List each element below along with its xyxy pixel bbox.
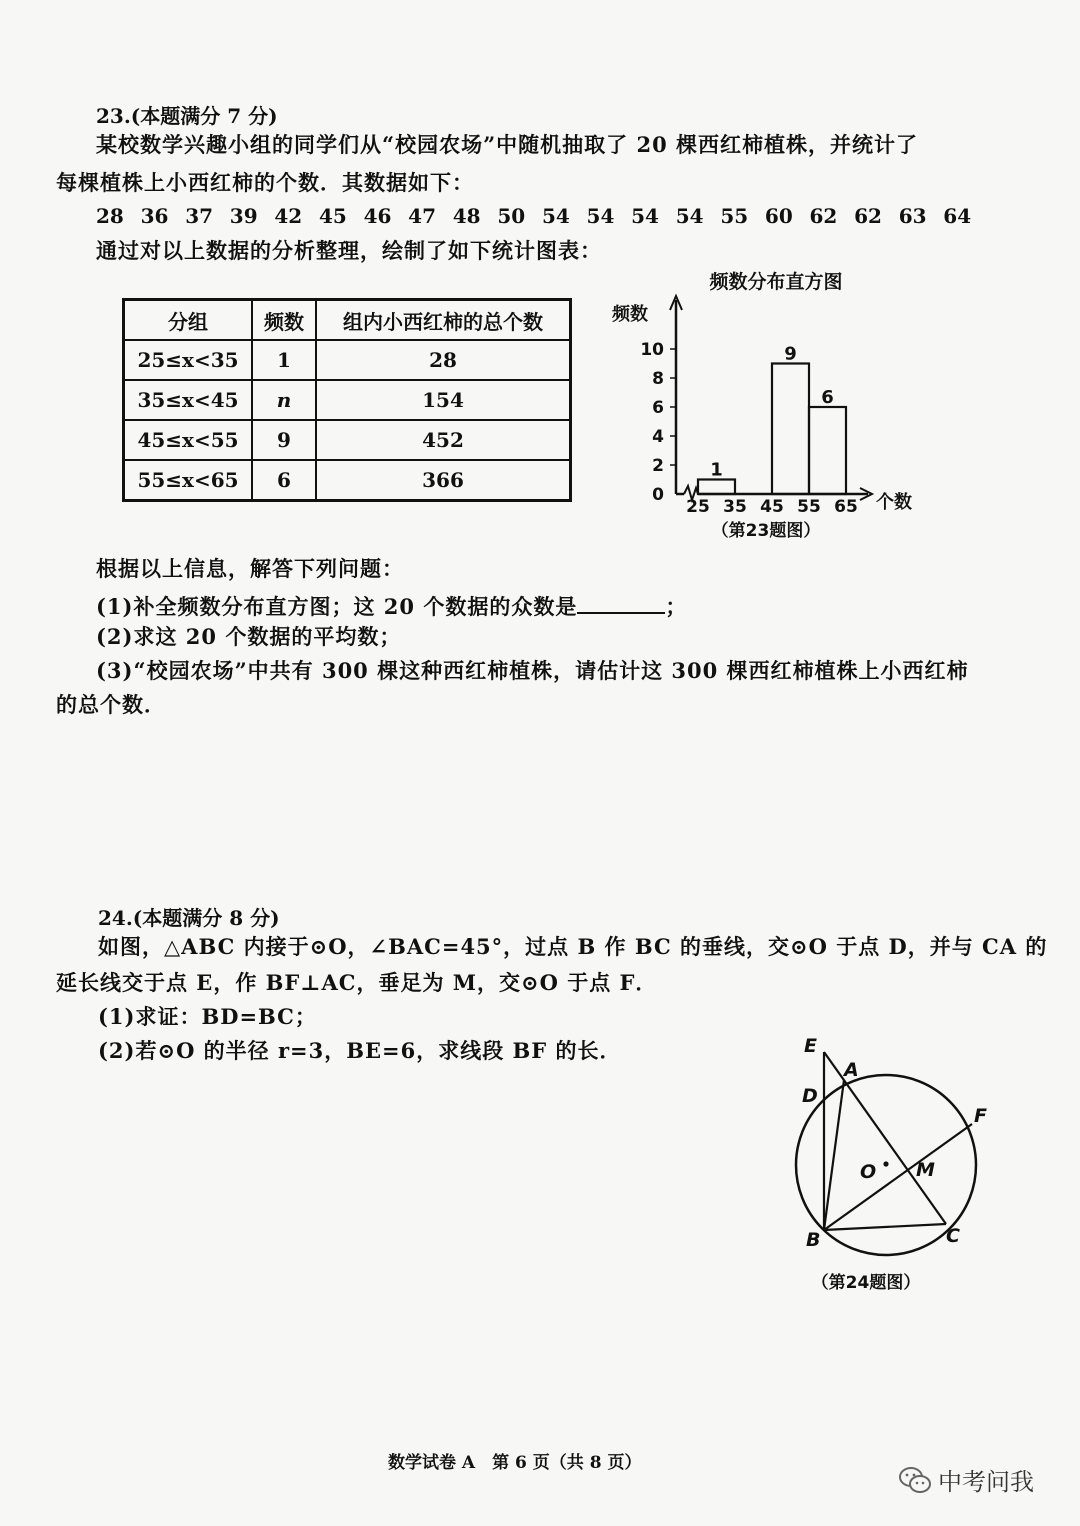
table-header: 组内小西红柿的总个数	[316, 300, 571, 341]
y-tick-label: 8	[652, 369, 664, 389]
histogram-bar	[698, 480, 735, 495]
table-row	[124, 380, 571, 420]
data-value: 62	[854, 204, 882, 228]
data-value: 62	[809, 204, 838, 228]
x-tick-label: 25	[686, 497, 710, 517]
table-row	[124, 340, 571, 380]
data-value: 48	[452, 204, 481, 228]
table-row	[124, 420, 571, 460]
frequency-table	[122, 298, 572, 502]
table-header: 分组	[124, 300, 253, 341]
data-value: 54	[541, 204, 570, 228]
q23-part3-line1: (3)“校园农场”中共有 300 棵这种西红柿植株，请估计这 300 棵西红柿植株上小西红柿	[96, 658, 969, 683]
x-tick-label: 45	[760, 497, 784, 517]
center-o-dot	[883, 1161, 888, 1166]
table-header: 频数	[252, 300, 316, 341]
histogram-bar	[809, 407, 846, 494]
q23-part2: (2)求这 20 个数据的平均数；	[96, 624, 402, 649]
data-value: 64	[943, 204, 972, 228]
segment-bf	[824, 1124, 972, 1230]
data-value: 63	[898, 204, 927, 228]
table-cell: 452	[316, 420, 571, 460]
q23-data-row	[96, 204, 988, 228]
table-cell: 9	[252, 420, 316, 460]
q24-heading: 24.(本题满分 8 分)	[98, 906, 280, 930]
data-value: 55	[720, 204, 749, 228]
data-value: 45	[318, 204, 347, 228]
y-tick-label: 4	[652, 427, 664, 447]
q23-part1-text: (1)补全频数分布直方图；这 20 个数据的众数是	[96, 594, 578, 619]
q23-heading: 23.(本题满分 7 分)	[96, 104, 278, 128]
q23-part1-end: ；	[665, 594, 688, 619]
answer-blank[interactable]	[577, 592, 665, 614]
table-cell: 6	[252, 460, 316, 501]
y-tick-label: 2	[652, 456, 664, 476]
q23-intro-line2: 每棵植株上小西红柿的个数．其数据如下：	[56, 170, 474, 195]
q24-part1: (1)求证：BD=BC；	[98, 1004, 317, 1029]
x-tick-label: 65	[834, 497, 858, 517]
data-value: 50	[497, 204, 526, 228]
label-d: D	[802, 1085, 818, 1107]
table-cell: n	[252, 380, 316, 420]
data-value: 54	[586, 204, 615, 228]
y-tick-label: 10	[640, 340, 664, 360]
chart-caption: （第23题图）	[711, 521, 821, 541]
table-header-row	[124, 300, 571, 341]
segment-ec	[824, 1052, 946, 1224]
wechat-icon	[898, 1465, 932, 1495]
q24-part2: (2)若⊙O 的半径 r=3，BE=6，求线段 BF 的长．	[98, 1038, 622, 1063]
data-value: 54	[631, 204, 659, 228]
x-tick-label: 55	[797, 497, 821, 517]
table-row	[124, 460, 571, 501]
chart-y-label: 频数	[612, 304, 648, 325]
label-o: O	[860, 1161, 877, 1183]
bar-value-label: 6	[821, 387, 834, 408]
table-cell: 366	[316, 460, 571, 501]
table-cell: 35≤x<45	[124, 380, 253, 420]
data-value: 60	[764, 204, 793, 228]
data-value: 54	[675, 204, 704, 228]
figure-caption: （第24题图）	[811, 1273, 921, 1293]
chart-x-label: 个数	[876, 492, 912, 513]
data-value: 42	[274, 204, 303, 228]
label-b: B	[806, 1229, 821, 1251]
label-e: E	[804, 1035, 817, 1057]
data-value: 47	[408, 204, 436, 228]
label-a: A	[844, 1059, 859, 1081]
page-footer: 数学试卷 A 第 6 页（共 8 页）	[388, 1453, 642, 1473]
table-cell: 55≤x<65	[124, 460, 253, 501]
y-tick-label: 0	[652, 485, 664, 505]
q23-part3-line2: 的总个数．	[56, 692, 166, 717]
data-value: 28	[96, 204, 124, 228]
watermark	[898, 1462, 1034, 1497]
label-m: M	[916, 1159, 935, 1181]
q24-intro-line2: 延长线交于点 E，作 BF⊥AC，垂足为 M，交⊙O 于点 F．	[56, 970, 658, 995]
bar-value-label: 1	[710, 459, 723, 481]
q23-part1	[96, 592, 687, 617]
data-value: 46	[363, 204, 392, 228]
bar-value-label: 9	[784, 343, 797, 365]
table-cell: 154	[316, 380, 571, 420]
table-cell: 45≤x<55	[124, 420, 253, 460]
table-cell: 1	[252, 340, 316, 380]
chart-title: 频数分布直方图	[709, 271, 843, 293]
x-tick-label: 35	[723, 497, 747, 517]
circle-geometry-figure	[780, 1030, 1000, 1300]
data-value: 39	[229, 204, 258, 228]
data-value: 37	[185, 204, 214, 228]
segment-bc	[824, 1224, 946, 1230]
histogram-chart	[600, 262, 940, 552]
table-cell: 28	[316, 340, 571, 380]
q23-instructions: 根据以上信息，解答下列问题：	[96, 556, 404, 581]
data-value: 36	[140, 204, 169, 228]
y-tick-label: 6	[652, 398, 664, 418]
q24-intro-line1: 如图，△ABC 内接于⊙O，∠BAC=45°，过点 B 作 BC 的垂线，交⊙O 于点 D，并与 CA 的	[98, 934, 1048, 959]
q23-intro-line1: 某校数学兴趣小组的同学们从“校园农场”中随机抽取了 20 棵西红柿植株，并统计了	[96, 132, 919, 157]
table-cell: 25≤x<35	[124, 340, 253, 380]
watermark-text: 中考问我	[938, 1468, 1034, 1496]
label-f: F	[974, 1105, 987, 1127]
histogram-bar	[772, 364, 809, 495]
label-c: C	[946, 1225, 960, 1247]
segment-ab	[824, 1080, 844, 1230]
q23-intro-line3: 通过对以上数据的分析整理，绘制了如下统计图表：	[96, 238, 602, 263]
